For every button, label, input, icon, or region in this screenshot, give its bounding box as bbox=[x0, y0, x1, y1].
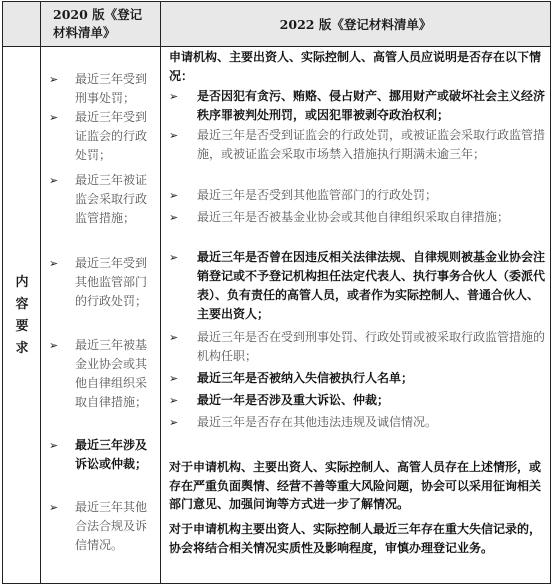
list-item-2020-3: 最近三年被证监会采取行政监管措施； bbox=[75, 173, 148, 225]
list-item-2022-4: 最近三年是否被基金业协会或其他自律组织采取自律措施； bbox=[197, 210, 510, 224]
bullet-icon: ➢ bbox=[169, 394, 179, 407]
list-item-2022-8: 最近一年是否涉及重大诉讼、仲裁； bbox=[197, 393, 390, 407]
intro-text: 申请机构、主要出资人、实际控制人、高管人员应说明是否存在以下情况： bbox=[169, 50, 542, 83]
bullet-icon: ➢ bbox=[169, 189, 179, 202]
paragraph-followup: 对于申请机构、主要出资人、实际控制人、高管人员存在上述情形，或存在严重负面舆情、经营不善等重大风险问题，协会可以采用征询相关部门意见、加强问询等方式进一步了解情况。 bbox=[169, 460, 542, 511]
paragraph-credit-record: 对于申请机构主要出资人、实际控制人最近三年存在重大失信记录的，协会将结合相关情况实质性及影响程度，审慎办理登记业务。 bbox=[169, 522, 542, 555]
cell-2022-items bbox=[161, 46, 550, 583]
bullet-icon: ➢ bbox=[169, 251, 179, 264]
header-cell-2022 bbox=[161, 2, 550, 46]
row-label: 内容要求 bbox=[15, 275, 29, 356]
table-body-row bbox=[3, 46, 550, 583]
list-item-2022-3: 最近三年是否受到其他监管部门的行政处罚； bbox=[197, 188, 438, 202]
list-item-2020-6: 最近三年涉及诉讼或仲裁； bbox=[75, 438, 148, 471]
cell-2020-items bbox=[41, 46, 161, 583]
list-item-2020-5: 最近三年被基金业协会或其他自律组织采取自律措施； bbox=[75, 338, 148, 409]
list-item-2020-2: 最近三年受到证监会的行政处罚； bbox=[75, 110, 148, 162]
list-item-2020-7: 最近三年其他合法合规及诉信情况。 bbox=[75, 500, 148, 552]
header-2020-label: 2020 版《登记材料清单》 bbox=[53, 7, 143, 40]
table-header-row bbox=[3, 2, 550, 47]
bullet-icon: ➢ bbox=[49, 111, 59, 124]
header-2022-label: 2022 版《登记材料清单》 bbox=[279, 17, 432, 32]
bullet-icon: ➢ bbox=[169, 211, 179, 224]
bullet-icon: ➢ bbox=[49, 501, 59, 514]
bullet-icon: ➢ bbox=[169, 129, 179, 142]
list-item-2022-6: 最近三年是否在受到刑事处罚、行政处罚或被采取行政监管措施的机构任职； bbox=[197, 330, 546, 363]
bullet-icon: ➢ bbox=[169, 416, 179, 429]
bullet-icon: ➢ bbox=[169, 331, 179, 344]
list-item-2022-5: 最近三年是否曾在因违反相关法律法规、自律规则被基金业协会注销登记或不予登记机构担任法定代表人、执行事务合伙人（委派代表）、负有责任的高管人员，或者作为实际控制人、普通合伙人、主要出资人； bbox=[197, 250, 546, 321]
header-blank-cell bbox=[3, 2, 41, 46]
list-item-2022-7: 最近三年是否被纳入失信被执行人名单； bbox=[197, 371, 414, 385]
bullet-icon: ➢ bbox=[49, 339, 59, 352]
list-item-2022-1: 是否因犯有贪污、贿赂、侵占财产、挪用财产或破坏社会主义经济秩序罪被判处刑罚，或因犯罪被剥夺政治权利； bbox=[197, 89, 546, 122]
list-item-2020-1: 最近三年受到刑事处罚； bbox=[75, 72, 148, 105]
list-item-2020-4: 最近三年受到其他监管部门的行政处罚； bbox=[75, 256, 148, 308]
bullet-icon: ➢ bbox=[169, 90, 179, 103]
bullet-icon: ➢ bbox=[49, 73, 59, 86]
comparison-table bbox=[2, 1, 551, 584]
bullet-icon: ➢ bbox=[49, 257, 59, 270]
list-item-2022-2: 最近三年是否受到证监会的行政处罚，或被证监会采取行政监管措施，或被证监会采取市场禁入措施执行期满未逾三年； bbox=[197, 128, 546, 161]
bullet-icon: ➢ bbox=[49, 174, 59, 187]
row-label-cell bbox=[3, 46, 41, 583]
bullet-icon: ➢ bbox=[49, 439, 59, 452]
list-item-2022-9: 最近三年是否存在其他违法违规及诚信情况。 bbox=[197, 415, 438, 429]
header-cell-2020 bbox=[41, 2, 161, 46]
bullet-icon: ➢ bbox=[169, 372, 179, 385]
